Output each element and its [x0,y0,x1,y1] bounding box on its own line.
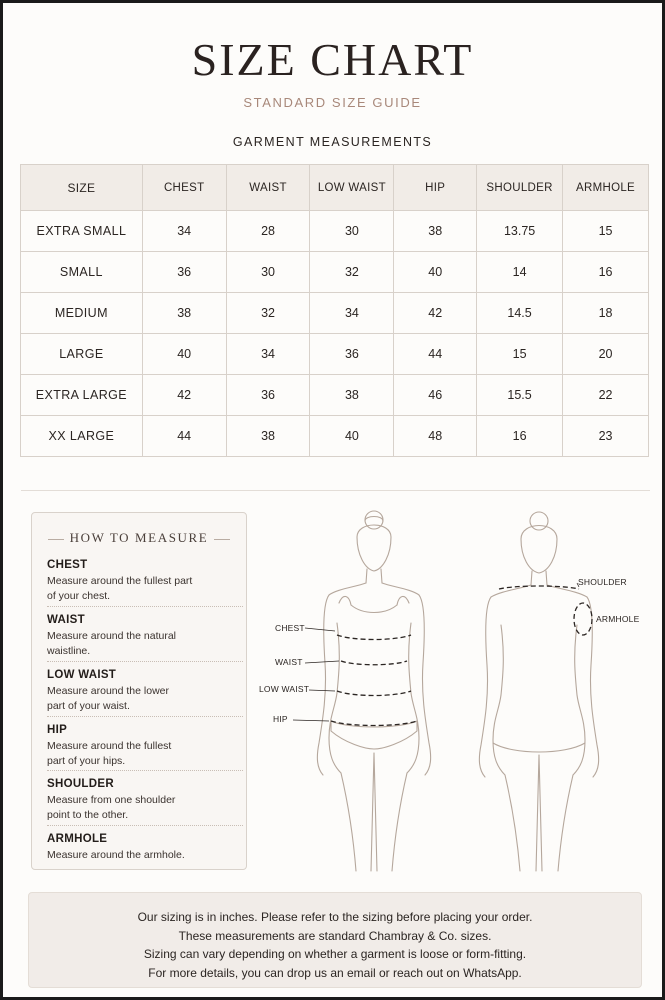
table-row [21,334,649,375]
hip-leader [293,720,329,721]
body-figures [253,503,653,883]
armhole-measure-line [574,603,592,635]
section-heading: GARMENT MEASUREMENTS [232,135,433,149]
label-shoulder: SHOULDER [578,577,627,587]
measurement-cell: 46 [394,375,477,416]
measurement-cell: 20 [563,334,649,375]
measure-item-shoulder: SHOULDER Measure from one shoulder point to the other. [47,778,176,821]
item-separator [47,770,243,771]
measurement-cell: 15 [563,211,649,252]
page-title: SIZE CHART [191,34,474,85]
table-row [21,375,649,416]
measurement-cell: 23 [563,416,649,457]
measurement-cell: 38 [142,293,226,334]
size-label-cell: EXTRA LARGE [21,375,143,416]
measurement-cell: 40 [310,416,394,457]
measurement-cell: 28 [226,211,310,252]
note-line: Our sizing is in inches. Please refer to the sizing before placing your order. [137,910,533,924]
how-to-measure-panel [31,512,247,870]
measurement-cell: 32 [310,252,394,293]
item-separator [47,716,243,717]
size-label-cell: SMALL [21,252,143,293]
measurement-cell: 42 [142,375,226,416]
measurement-cell: 14 [477,252,563,293]
note-line: For more details, you can drop us an email or reach out on WhatsApp. [148,965,522,980]
measurement-cell: 16 [477,416,563,457]
low-waist-measure-line [337,691,411,696]
label-armhole: ARMHOLE [596,614,640,624]
page-subtitle: STANDARD SIZE GUIDE [243,95,422,110]
section-divider [21,490,650,491]
column-header: WAIST [226,165,310,211]
column-header: LOW WAIST [310,165,394,211]
column-header: SIZE [21,165,143,211]
measure-item-low-waist: LOW WAIST Measure around the lower part of your waist. [47,669,169,712]
waist-measure-line [341,661,407,665]
measurement-cell: 44 [394,334,477,375]
shoulder-measure-line [499,586,579,589]
measurement-cell: 40 [394,252,477,293]
label-hip: HIP [273,714,288,724]
measurement-cell: 16 [563,252,649,293]
column-header: ARMHOLE [563,165,649,211]
size-label-cell: XX LARGE [21,416,143,457]
item-separator [47,661,243,662]
measurement-cell: 30 [310,211,394,252]
measurement-cell: 15 [477,334,563,375]
measurement-cell: 40 [142,334,226,375]
measurement-cell: 38 [394,211,477,252]
measurement-cell: 42 [394,293,477,334]
back-figure [479,512,598,871]
table-row [21,416,649,457]
measurement-cell: 18 [563,293,649,334]
measure-item-chest: CHEST Measure around the fullest part of your chest. [47,559,193,602]
table-row [21,293,649,334]
table-row [21,211,649,252]
measurement-cell: 36 [226,375,310,416]
measurement-cell: 22 [563,375,649,416]
measurement-cell: 38 [226,416,310,457]
chest-leader [305,628,335,631]
title-dash-left [48,539,64,540]
measurement-cell: 14.5 [477,293,563,334]
size-label-cell: MEDIUM [21,293,143,334]
waist-leader [305,661,339,663]
measurement-cell: 34 [226,334,310,375]
measurement-cell: 13.75 [477,211,563,252]
item-separator [47,606,243,607]
table-row [21,252,649,293]
title-dash-right [214,539,230,540]
measurement-cell: 36 [310,334,394,375]
label-chest: CHEST [275,623,305,633]
measurement-cell: 44 [142,416,226,457]
column-header: HIP [394,165,477,211]
label-low-waist: LOW WAIST [259,684,310,694]
chest-measure-line [337,635,411,640]
column-header: CHEST [142,165,226,211]
low-waist-leader [309,690,335,691]
size-label-cell: LARGE [21,334,143,375]
measurement-cell: 34 [310,293,394,334]
how-to-measure-title: HOW TO MEASURE [32,530,246,546]
item-separator [47,825,243,826]
measure-item-armhole: ARMHOLE Measure around the armhole. [47,833,185,861]
measurement-cell: 34 [142,211,226,252]
note-line: These measurements are standard Chambray & Co. sizes. [178,928,492,943]
measurement-cell: 36 [142,252,226,293]
note-line: Sizing can vary depending on whether a garment is loose or form-fitting. [143,947,527,961]
measurement-cell: 15.5 [477,375,563,416]
measure-item-waist: WAIST Measure around the natural waistline. [47,614,176,657]
measurement-cell: 30 [226,252,310,293]
label-waist: WAIST [275,657,303,667]
size-table [20,164,649,457]
measurement-cell: 32 [226,293,310,334]
size-label-cell: EXTRA SMALL [21,211,143,252]
column-header: SHOULDER [477,165,563,211]
table-header-row [21,165,649,211]
sizing-notes [28,892,642,988]
measure-item-hip: HIP Measure around the fullest part of your hips. [47,724,172,767]
measurement-cell: 38 [310,375,394,416]
measurement-cell: 48 [394,416,477,457]
